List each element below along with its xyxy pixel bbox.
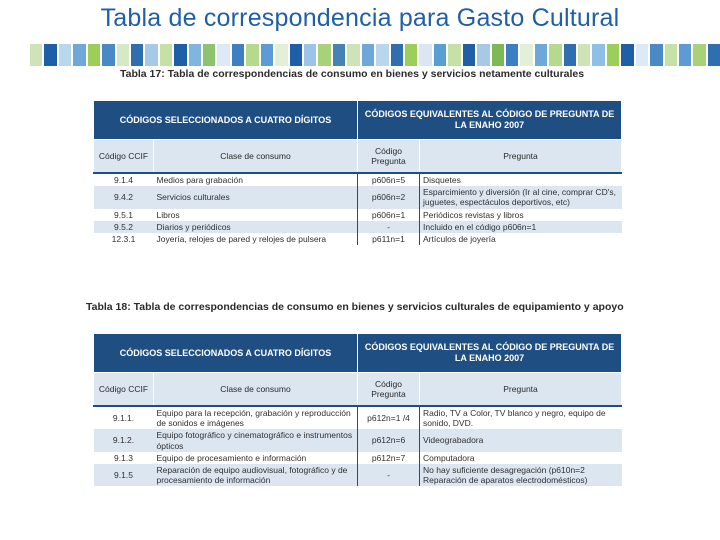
deco-square: [621, 44, 633, 66]
deco-square: [131, 44, 143, 66]
deco-square: [578, 44, 590, 66]
table-18-ccif-cell: 9.1.3: [94, 452, 154, 464]
table-17-codigo-cell: p611n=1: [358, 233, 420, 245]
table-18-codigo-cell: p612n=6: [358, 429, 420, 451]
deco-square: [347, 44, 359, 66]
table-18-col-codigo: Código Pregunta: [358, 373, 420, 407]
table-17-clase-cell: Libros: [154, 209, 358, 221]
deco-square: [44, 44, 56, 66]
table-17-clase-cell: Diarios y periódicos: [154, 221, 358, 233]
table-17-col-pregunta: Pregunta: [420, 140, 622, 174]
deco-square: [679, 44, 691, 66]
deco-square: [333, 44, 345, 66]
table-18-ccif-cell: 9.1.2.: [94, 429, 154, 451]
deco-square: [391, 44, 403, 66]
table-17-pregunta-cell: Disquetes: [420, 173, 622, 186]
table-18: [93, 333, 622, 486]
table-17-ccif-cell: 12.3.1: [94, 233, 154, 245]
table-17-header-right: CÓDIGOS EQUIVALENTES AL CÓDIGO DE PREGUNTA DE LA ENAHO 2007: [358, 101, 622, 140]
table-18-ccif-cell: 9.1.5: [94, 464, 154, 486]
deco-square: [434, 44, 446, 66]
table-18-pregunta-cell: Computadora: [420, 452, 622, 464]
table-18-clase-cell: Equipo fotográfico y cinematográfico e instrumentos ópticos: [154, 429, 358, 451]
deco-square: [145, 44, 157, 66]
table-18-pregunta-cell: Radio, TV a Color, TV blanco y negro, equipo de sonido, DVD.: [420, 406, 622, 429]
table-17-clase-cell: Medios para grabación: [154, 173, 358, 186]
table-17: [93, 100, 622, 245]
table-18-clase-cell: Reparación de equipo audiovisual, fotográfico y de procesamiento de información: [154, 464, 358, 486]
table-17-row: [94, 221, 622, 233]
table-17-row: [94, 233, 622, 245]
deco-square: [708, 44, 720, 66]
slide-title: Tabla de correspondencia para Gasto Cultural: [100, 4, 620, 32]
table-17-pregunta-cell: Incluido en el código p606n=1: [420, 221, 622, 233]
table-17-col-ccif: Código CCIF: [94, 140, 154, 174]
table-18-header-left: CÓDIGOS SELECCIONADOS A CUATRO DÍGITOS: [94, 334, 358, 373]
table-17-pregunta-cell: Esparcimiento y diversión (Ir al cine, comprar CD's, juguetes, espectáculos deportivos, etc): [420, 186, 622, 208]
table-18-row: [94, 464, 622, 486]
deco-square: [304, 44, 316, 66]
deco-square: [203, 44, 215, 66]
deco-square: [650, 44, 662, 66]
deco-square: [665, 44, 677, 66]
deco-square: [607, 44, 619, 66]
deco-square: [290, 44, 302, 66]
deco-square: [102, 44, 114, 66]
deco-square: [592, 44, 604, 66]
deco-square: [232, 44, 244, 66]
table-17-ccif-cell: 9.5.1: [94, 209, 154, 221]
table-18-clase-cell: Equipo para la recepción, grabación y reproducción de sonidos e imágenes: [154, 406, 358, 429]
deco-square: [376, 44, 388, 66]
deco-square: [506, 44, 518, 66]
deco-square: [463, 44, 475, 66]
table-18-row: [94, 429, 622, 451]
table-17-pregunta-cell: Artículos de joyería: [420, 233, 622, 245]
table-17-caption: Tabla 17: Tabla de correspondencias de consumo en bienes y servicios netamente culturales: [120, 68, 585, 80]
table-17-pregunta-cell: Periódicos revistas y libros: [420, 209, 622, 221]
deco-square: [535, 44, 547, 66]
table-18-header-right: CÓDIGOS EQUIVALENTES AL CÓDIGO DE PREGUNTA DE LA ENAHO 2007: [358, 334, 622, 373]
table-18-ccif-cell: 9.1.1.: [94, 406, 154, 429]
deco-square: [549, 44, 561, 66]
deco-square: [275, 44, 287, 66]
table-18-col-pregunta: Pregunta: [420, 373, 622, 407]
table-17-codigo-cell: p606n=2: [358, 186, 420, 208]
table-18-codigo-cell: p612n=1 /4: [358, 406, 420, 429]
table-17-codigo-cell: p606n=1: [358, 209, 420, 221]
deco-square: [261, 44, 273, 66]
deco-square: [520, 44, 532, 66]
deco-square: [693, 44, 705, 66]
table-17-ccif-cell: 9.4.2: [94, 186, 154, 208]
table-18-col-clase: Clase de consumo: [154, 373, 358, 407]
table-17-col-clase: Clase de consumo: [154, 140, 358, 174]
table-18-codigo-cell: p612n=7: [358, 452, 420, 464]
table-18-clase-cell: Equipo de procesamiento e información: [154, 452, 358, 464]
table-17-row: [94, 186, 622, 208]
deco-square: [73, 44, 85, 66]
deco-square: [88, 44, 100, 66]
deco-square: [405, 44, 417, 66]
deco-square: [448, 44, 460, 66]
table-18-pregunta-cell: No hay suficiente desagregación (p610n=2 Reparación de aparatos electrodomésticos): [420, 464, 622, 486]
deco-square: [419, 44, 431, 66]
deco-square: [564, 44, 576, 66]
table-18-row: [94, 406, 622, 429]
table-18-col-ccif: Código CCIF: [94, 373, 154, 407]
table-17-col-codigo: Código Pregunta: [358, 140, 420, 174]
table-17-clase-cell: Joyería, relojes de pared y relojes de pulsera: [154, 233, 358, 245]
table-17-ccif-cell: 9.5.2: [94, 221, 154, 233]
deco-square: [174, 44, 186, 66]
table-18-caption: Tabla 18: Tabla de correspondencias de consumo en bienes y servicios culturales de equipamiento y apoyo: [86, 301, 624, 313]
deco-square: [189, 44, 201, 66]
table-18-pregunta-cell: Videograbadora: [420, 429, 622, 451]
deco-square: [636, 44, 648, 66]
deco-square: [117, 44, 129, 66]
deco-square: [160, 44, 172, 66]
table-17-codigo-cell: -: [358, 221, 420, 233]
table-18-codigo-cell: -: [358, 464, 420, 486]
deco-square: [477, 44, 489, 66]
table-17-header-left: CÓDIGOS SELECCIONADOS A CUATRO DÍGITOS: [94, 101, 358, 140]
deco-square: [217, 44, 229, 66]
deco-square: [318, 44, 330, 66]
table-17-ccif-cell: 9.1.4: [94, 173, 154, 186]
table-17-clase-cell: Servicios culturales: [154, 186, 358, 208]
deco-square: [492, 44, 504, 66]
table-17-row: [94, 209, 622, 221]
decorative-color-strip: [30, 44, 720, 66]
deco-square: [30, 44, 42, 66]
table-18-row: [94, 452, 622, 464]
table-17-codigo-cell: p606n=5: [358, 173, 420, 186]
deco-square: [362, 44, 374, 66]
table-17-row: [94, 173, 622, 186]
deco-square: [246, 44, 258, 66]
deco-square: [59, 44, 71, 66]
